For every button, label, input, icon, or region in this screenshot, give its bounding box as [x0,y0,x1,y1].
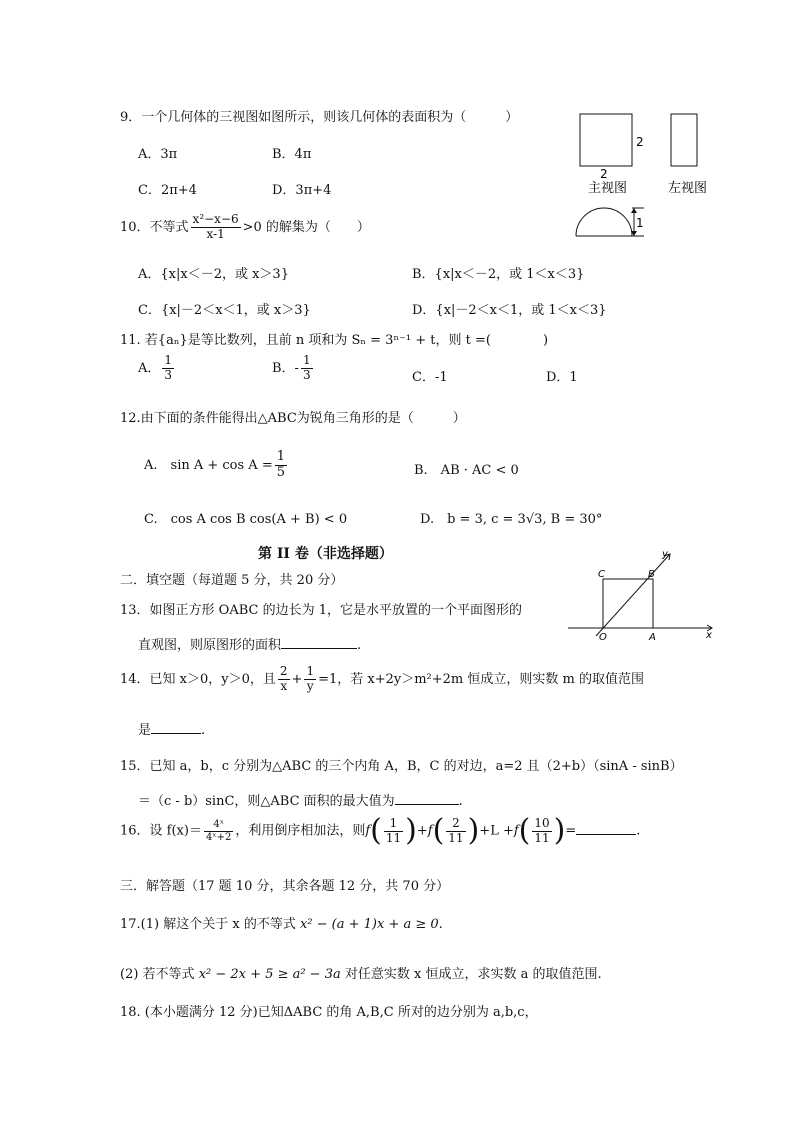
q16-term2: $\frac{2}{11}$ [448,815,464,845]
q10-option-b: B．{x|x＜－2，或 1＜x＜3} [412,267,585,282]
front-view-height-label: 2 [636,135,644,149]
q13-label-A: A [649,632,656,643]
front-view-width-label: 2 [600,167,608,181]
q13-y-label: y [662,549,668,560]
q9-option-c: C．2π+4 [138,183,197,198]
q12-option-c: C. cos A cos B cos(A + B) < 0 [144,512,348,527]
q15-line1: 15．已知 a，b，c 分别为△ABC 的三个内角 A，B，C 的对边，a=2 且（2+b）（sinA - sinB） [120,759,683,774]
q17-part2: (2) 若不等式 x² − 2x + 5 ≥ a² − 3a 对任意实数 x 恒成立，求实数 a 的取值范围. [120,967,602,982]
q9-option-a: A．3π [138,147,178,162]
q13-answer-blank[interactable] [281,636,357,649]
q16-line: 16．设 f(x)＝ $\frac{\text{4ˣ}}{\text{4ˣ+2}}$ ，利用倒序相加法，则f( $\frac{1}{11}$ )+f( $\frac{2}{11}$ )+L +f( $\frac{10}{11}$ )= . [120,813,641,848]
q10-stem-pre: 10．不等式 [120,219,189,235]
section3-header: 三．解答题（17 题 10 分，其余各题 12 分，共 70 分） [120,879,450,894]
q11-stem: 11. 若{aₙ}是等比数列，且前 n 项和为 Sₙ = 3ⁿ⁻¹ + t，则 t =( ) [120,333,549,348]
q15-answer-blank[interactable] [395,792,459,805]
q17-part1-formula: x² − (a + 1)x + a ≥ 0 [299,917,439,932]
q10-stem-post: >0 的解集为（ ） [242,219,370,235]
q15-line2: ＝（c - b）sinC，则△ABC 面积的最大值为 . [138,794,463,809]
q16-answer-blank[interactable] [576,822,636,835]
section2-title: 第 II 卷（非选择题） [258,546,393,562]
q11-option-b: B．- $\frac{1}{3}$ [272,353,311,382]
q16-f-fraction: $\frac{\text{4ˣ}}{\text{4ˣ+2}}$ [205,819,232,843]
q17-part1: 17.(1) 解这个关于 x 的不等式 x² − (a + 1)x + a ≥ 0. [120,917,443,932]
q14-line1: 14．已知 x＞0，y＞0，且 $\frac{2}{x}$ + $\frac{1}{y}$ =1，若 x+2y＞m²+2m 恒成立，则实数 m 的取值范围 [120,664,644,693]
q10-fraction: $\frac{\text{x²−x−6}}{x-1}$ [192,212,239,241]
q13-y-axis [596,554,670,636]
q14-line2: 是 . [138,723,206,738]
q13-line1: 13．如图正方形 OABC 的边长为 1，它是水平放置的一个平面图形的 [120,603,522,618]
q12-option-a-fraction: $\frac{1}{5}$ [276,449,286,480]
q10-option-d: D．{x|－2＜x＜1，或 1＜x＜3} [412,303,607,318]
q14-fraction-1-over-y: $\frac{1}{y}$ [306,664,315,693]
side-view-caption: 左视图 [668,181,708,196]
q13-label-B: B [648,569,655,580]
three-view-figure [570,106,730,240]
q12-option-d: D. b = 3, c = 3√3, B = 30° [420,512,603,527]
q17-part2-formula: x² − 2x + 5 ≥ a² − 3a [198,967,341,982]
q13-x-label: x [706,630,712,641]
q11-option-b-fraction: $\frac{1}{3}$ [302,353,311,382]
q18-line: 18. (本小题满分 12 分)已知ΔABC 的角 A,B,C 所对的边分别为 a,b,c， [120,1005,538,1020]
side-view-rect [671,114,697,166]
q12-option-a: A. sin A + cos A = $\frac{1}{5}$ [144,449,286,480]
q9-stem: 9．一个几何体的三视图如图所示，则该几何体的表面积为（ ） [120,110,519,125]
q13-label-O: O [599,632,607,643]
q10-option-c: C．{x|－2＜x＜1，或 x＞3} [138,303,311,318]
q9-option-b: B．4π [272,147,312,162]
q11-option-a: A． $\frac{1}{3}$ [138,353,173,382]
q13-label-C: C [598,569,605,580]
q12-stem: 12.由下面的条件能得出△ABC为锐角三角形的是（ ） [120,411,466,426]
front-view-square [580,114,632,166]
q13-figure [566,548,716,644]
q10-stem [120,213,370,242]
q10-option-a: A．{x|x＜－2，或 x＞3} [138,267,289,282]
front-view-caption: 主视图 [588,181,628,196]
fill-blank-header: 二．填空题（每道题 5 分，共 20 分） [120,573,344,588]
top-view-semicircle [576,208,632,236]
q16-term1: $\frac{1}{11}$ [385,815,402,845]
q9-option-d: D．3π+4 [272,183,332,198]
q11-option-d: D．1 [546,370,578,385]
q13-line2: 直观图，则原图形的面积 . [138,638,362,653]
q11-option-c: C．-1 [412,370,448,385]
q14-fraction-2-over-x: $\frac{2}{x}$ [279,664,288,693]
q11-option-a-fraction: $\frac{1}{3}$ [164,353,173,382]
q16-term3: $\frac{10}{11}$ [534,815,550,845]
q14-answer-blank[interactable] [151,721,201,734]
top-view-dim-label: 1 [636,216,644,230]
q12-option-b: B. AB · AC < 0 [414,463,519,478]
